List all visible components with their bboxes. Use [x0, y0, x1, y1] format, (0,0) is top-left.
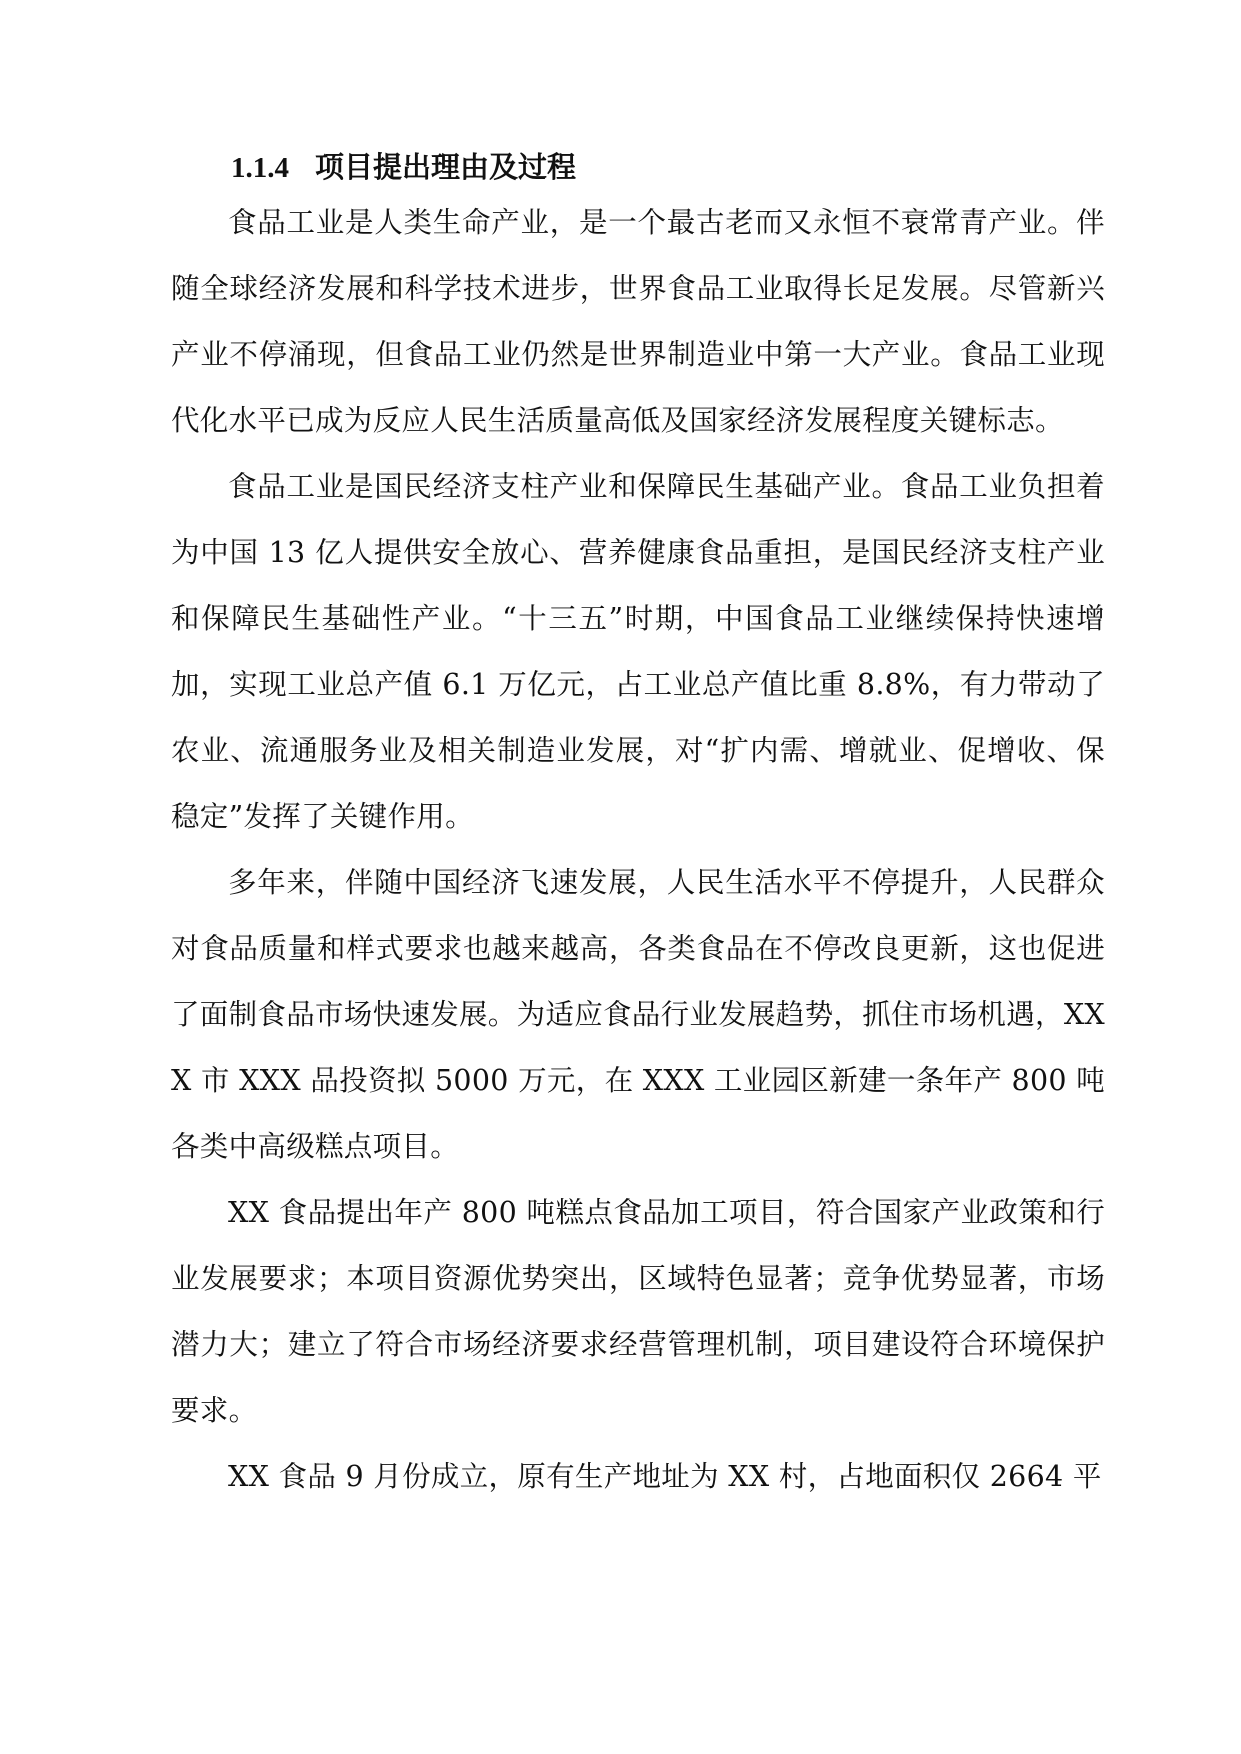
paragraph-4: XX 食品提出年产 800 吨糕点食品加工项目，符合国家产业政策和行业发展要求；本项目资源优势突出，区域特色显著；竞争优势显著，市场潜力大；建立了符合市场经济要求经营管理机制，项目建设符合环境保护要求。 — [171, 1196, 1105, 1427]
section-number: 1.1.4 — [231, 152, 289, 184]
paragraph-3: 多年来，伴随中国经济飞速发展，人民生活水平不停提升，人民群众对食品质量和样式要求也越来越高，各类食品在不停改良更新，这也促进了面制食品市场快速发展。为适应食品行业发展趋势，抓住市场机遇，XXX 市 XXX 品投资拟 5000 万元，在 XXX 工业园区新建一条年产 800 吨各类中高级糕点项目。 — [171, 866, 1105, 1163]
section-heading — [231, 144, 576, 192]
paragraph-2: 食品工业是国民经济支柱产业和保障民生基础产业。食品工业负担着为中国 13 亿人提供安全放心、营养健康食品重担，是国民经济支柱产业和保障民生基础性产业。“十三五”时期，中国食品工业继续保持快速增加，实现工业总产值 6.1 万亿元，占工业总产值比重 8.8%，有力带动了农业、流通服务业及相关制造业发展，对“扩内需、增就业、促增收、保稳定”发挥了关键作用。 — [171, 470, 1105, 833]
body-text — [171, 190, 1105, 1510]
paragraph-5: XX 食品 9 月份成立，原有生产地址为 XX 村，占地面积仅 2664 平 — [228, 1460, 1102, 1493]
section-title: 项目提出理由及过程 — [315, 152, 577, 184]
paragraph-1: 食品工业是人类生命产业，是一个最古老而又永恒不衰常青产业。伴随全球经济发展和科学技术进步，世界食品工业取得长足发展。尽管新兴产业不停涌现，但食品工业仍然是世界制造业中第一大产业。食品工业现代化水平已成为反应人民生活质量高低及国家经济发展程度关键标志。 — [171, 206, 1105, 437]
